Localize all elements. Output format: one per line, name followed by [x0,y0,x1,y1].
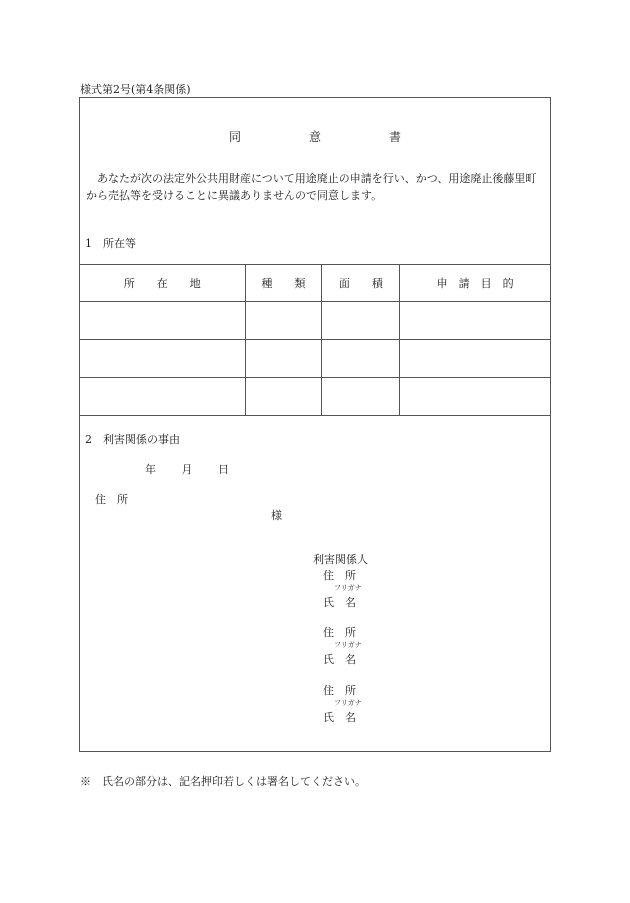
signature-note: ※ 氏名の部分は、記名押印若しくは署名してください。 [80,775,366,788]
document-title [0,128,630,145]
cell-location[interactable] [80,302,246,340]
party-address-label: 住 所 [323,684,356,697]
cell-location[interactable] [80,340,246,378]
table-header-row [80,265,551,302]
table-row [80,302,551,340]
party-name-label: 氏 名 [323,653,356,666]
section-1-heading: 1 所在等 [85,237,136,250]
title-char: 意 [308,130,321,144]
column-header-type: 種 類 [245,265,322,302]
date-day-label: 日 [218,463,229,476]
cell-area[interactable] [322,302,400,340]
date-year-label: 年 [145,463,156,476]
consent-statement: あなたが次の法定外公共用財産について用途廃止の申請を行い、かつ、用途廃止後藤里町から売払等を受けることに異議ありませんので同意します。 [86,172,537,202]
interested-party-label: 利害関係人 [313,553,368,566]
recipient-honorific: 様 [271,509,282,522]
section-2-heading: 2 利害関係の事由 [85,433,180,446]
column-header-area: 面 積 [322,265,400,302]
cell-area[interactable] [322,378,400,416]
party-furigana-label: フリガナ [334,641,362,649]
date-month-label: 月 [181,463,193,476]
cell-purpose[interactable] [400,378,551,416]
party-address-label: 住 所 [323,626,356,639]
column-header-location: 所 在 地 [80,265,246,302]
party-name-label: 氏 名 [323,596,356,609]
cell-type[interactable] [245,302,322,340]
party-name-label: 氏 名 [323,711,356,724]
party-address-label: 住 所 [323,569,356,582]
location-table [79,264,551,416]
title-char: 書 [389,130,402,144]
table-row [80,378,551,416]
table-row [80,340,551,378]
column-header-purpose: 申 請 目 的 [400,265,551,302]
title-char: 同 [228,130,241,144]
cell-purpose[interactable] [400,340,551,378]
cell-type[interactable] [245,340,322,378]
recipient-address-label: 住 所 [95,493,128,506]
date-line [145,461,251,477]
party-furigana-label: フリガナ [334,699,362,707]
form-number-label: 様式第2号(第4条関係) [80,83,191,96]
cell-purpose[interactable] [400,302,551,340]
cell-type[interactable] [245,378,322,416]
party-furigana-label: フリガナ [334,584,362,592]
cell-area[interactable] [322,340,400,378]
cell-location[interactable] [80,378,246,416]
